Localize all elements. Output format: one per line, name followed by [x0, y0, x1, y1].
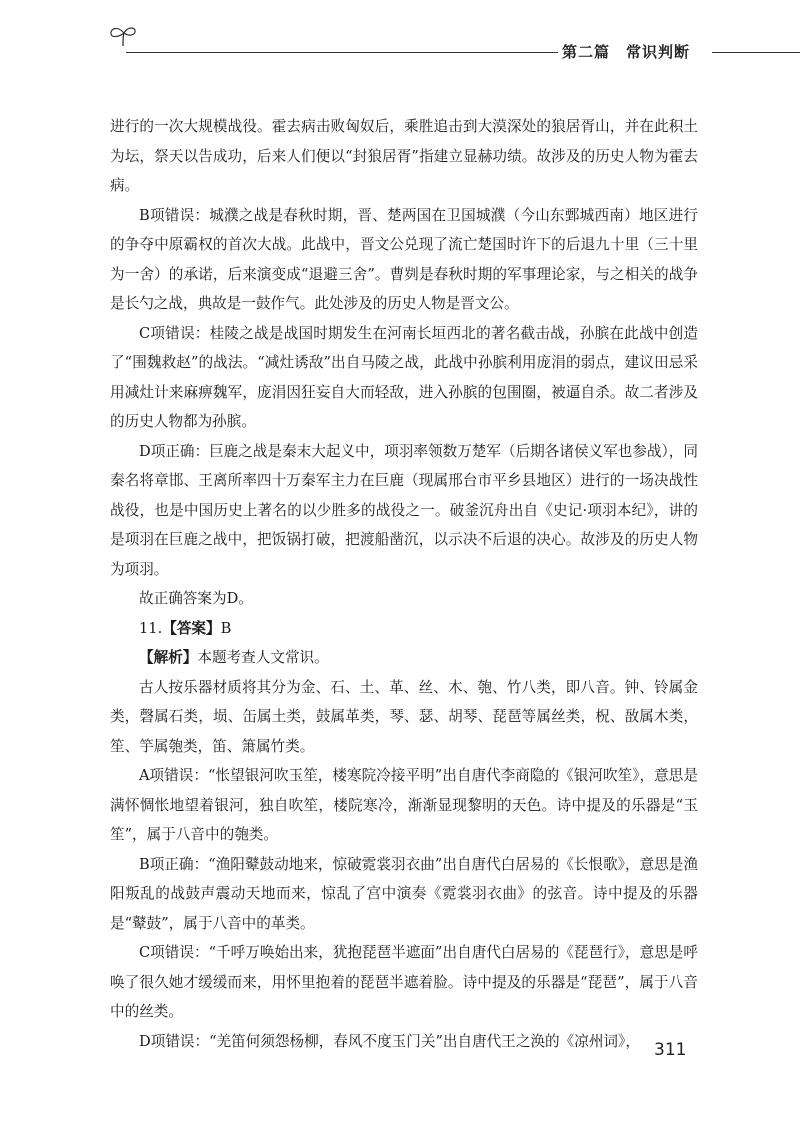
analysis-text: 本题考查人文常识。	[197, 649, 329, 666]
question-11-answer	[110, 614, 698, 644]
analysis-line	[110, 643, 698, 673]
option-b-explanation: B项错误：城濮之战是春秋时期，晋、楚两国在卫国城濮（今山东鄄城西南）地区进行的争夺中原霸权的首次大战。此战中，晋文公兑现了流亡楚国时许下的后退九十里（三十里为一舍）的承诺，后来演变成“退避三舍”。曹刿是春秋时期的军事理论家，与之相关的战争是长勺之战，典故是一鼓作气。此处涉及的历史人物是晋文公。	[110, 206, 698, 312]
page-header	[0, 0, 800, 70]
question-number: 11.	[139, 619, 163, 637]
header-rule-left	[126, 52, 558, 53]
answer-value: B	[220, 619, 232, 637]
option-d-explanation: D项错误：“羌笛何须怨杨柳，春风不度玉门关”出自唐代王之涣的《凉州词》，	[139, 1032, 640, 1050]
answer-tag: 【答案】	[162, 619, 221, 637]
header-rule-right	[712, 52, 800, 53]
option-d-explanation: D项正确：巨鹿之战是秦末大起义中，项羽率领数万楚军（后期各诸侯义军也参战），同秦名将章邯、王离所率四十万秦军主力在巨鹿（现属邢台市平乡县地区）进行的一场决战性战役，也是中国历史上著名的以少胜多的战役之一。破釜沉舟出自《史记·项羽本纪》，讲的是项羽在巨鹿之战中，把饭锅打破，把渡船凿沉，以示决不后退的决心。故涉及的历史人物为项羽。	[110, 442, 698, 578]
paragraph: 古人按乐器材质将其分为金、石、土、革、丝、木、匏、竹八类，即八音。钟、铃属金类，磬属石类，埙、缶属土类，鼓属革类，琴、瑟、胡琴、琵琶等属丝类，柷、敔属木类，笙、竽属匏类，笛、箫属竹类。	[110, 678, 698, 755]
correct-answer-line: 故正确答案为D。	[139, 590, 253, 607]
option-c-explanation: C项错误：“千呼万唤始出来，犹抱琵琶半遮面”出自唐代白居易的《琵琶行》，意思是呼唤了很久她才缓缓而来，用怀里抱着的琵琶半遮着脸。诗中提及的乐器是“琵琶”，属于八音中的丝类。	[110, 944, 698, 1020]
option-c-explanation: C项错误：桂陵之战是战国时期发生在河南长垣西北的著名截击战，孙膑在此战中创造了“围魏救赵”的战法。“减灶诱敌”出自马陵之战，此战中孙膑利用庞涓的弱点，建议田忌采用减灶计来麻痹魏军，庞涓因狂妄自大而轻敌，进入孙膑的包围圈，被逼自杀。故二者涉及的历史人物都为孙膑。	[110, 324, 698, 430]
analysis-tag: 【解析】	[139, 649, 198, 666]
option-b-explanation: B项正确：“渔阳鼙鼓动地来，惊破霓裳羽衣曲”出自唐代白居易的《长恨歌》，意思是渔阳叛乱的战鼓声震动天地而来，惊乱了宫中演奏《霓裳羽衣曲》的弦音。诗中提及的乐器是“鼙鼓”，属于八音中的革类。	[110, 855, 698, 932]
page-number: 311	[654, 1040, 687, 1060]
sprout-icon	[108, 24, 138, 48]
main-content	[110, 112, 698, 1056]
section-title: 第二篇 常识判断	[562, 43, 691, 61]
paragraph: 进行的一次大规模战役。霍去病击败匈奴后，乘胜追击到大漠深处的狼居胥山，并在此积土为坛，祭天以告成功，后来人们便以“封狼居胥”指建立显赫功绩。故涉及的历史人物为霍去病。	[110, 118, 698, 194]
option-a-explanation: A项错误：“怅望银河吹玉笙，楼寒院冷接平明”出自唐代李商隐的《银河吹笙》，意思是满怀惆怅地望着银河，独自吹笙，楼院寒冷，渐渐显现黎明的天色。诗中提及的乐器是“玉笙”，属于八音中的匏类。	[110, 767, 698, 843]
